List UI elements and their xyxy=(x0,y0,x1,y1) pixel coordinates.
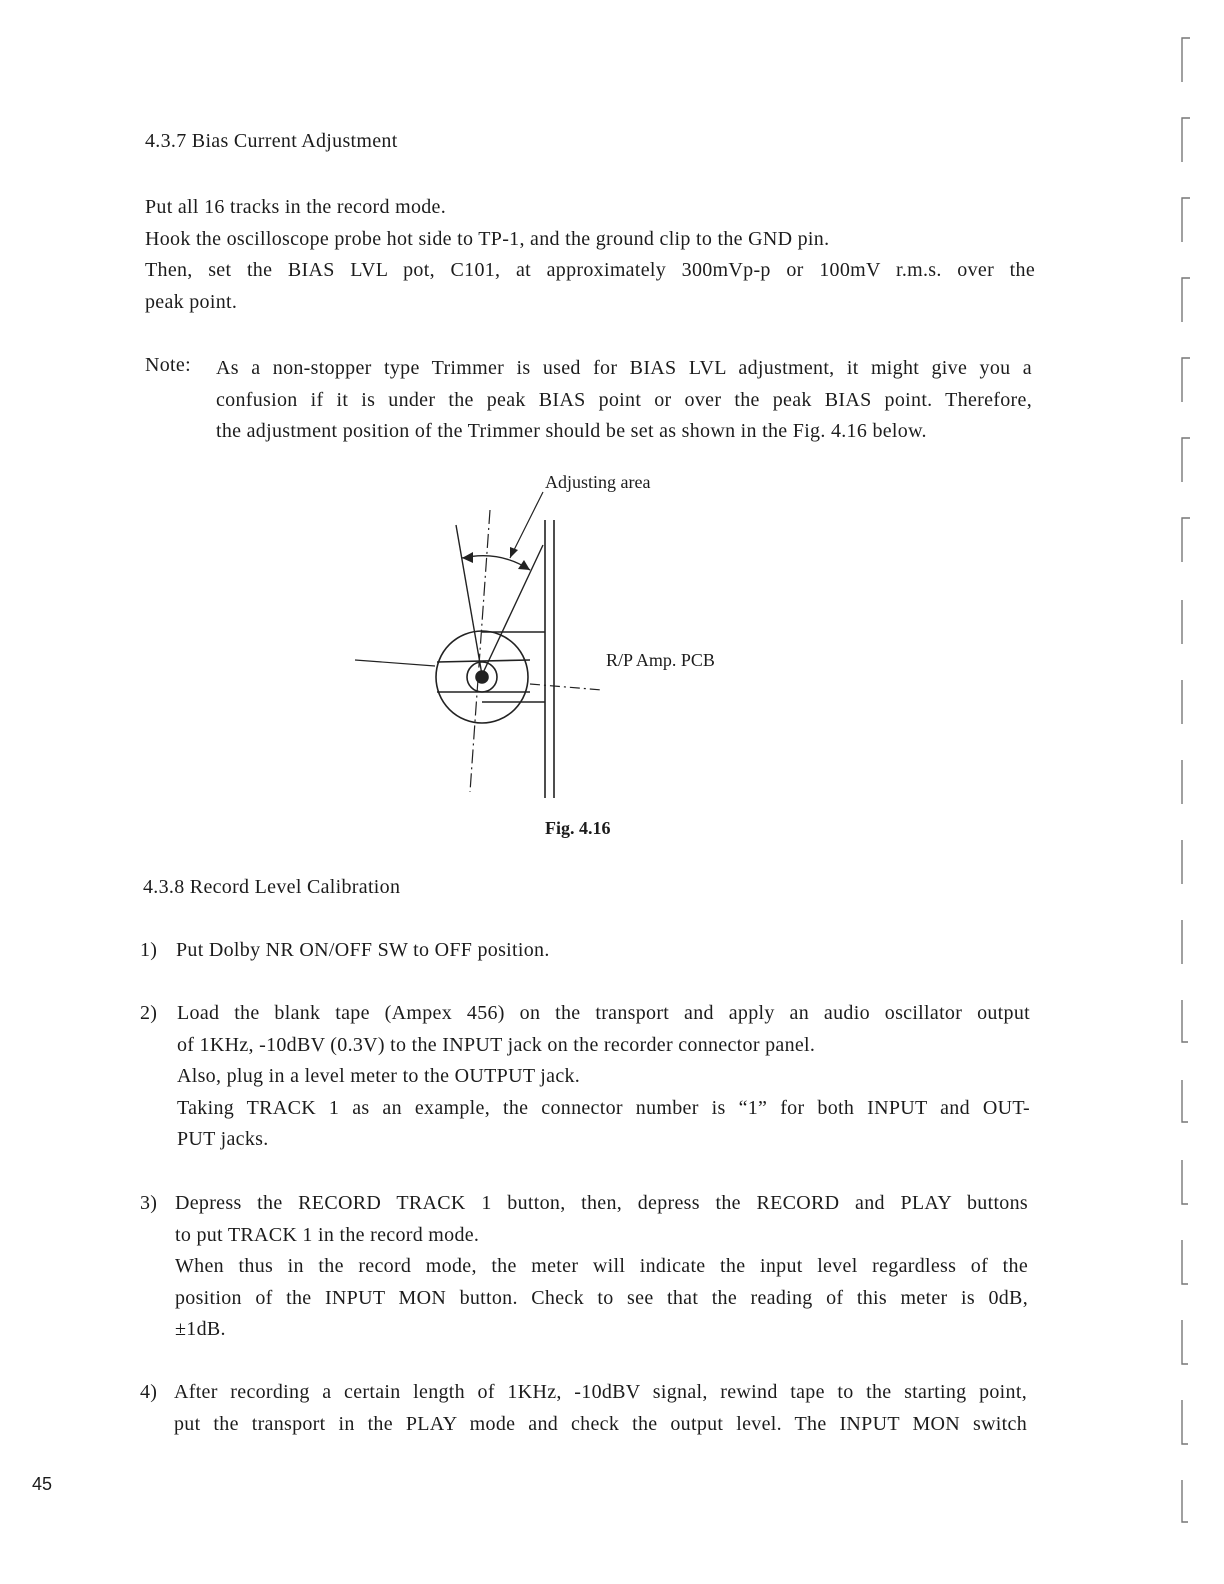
trimmer-diagram xyxy=(340,470,640,810)
text-line: Also, plug in a level meter to the OUTPUT jack. xyxy=(177,1065,581,1087)
list-number: 1) xyxy=(140,939,158,961)
binder-mark xyxy=(1182,438,1190,482)
center-line xyxy=(355,660,435,666)
text-line: PUT jacks. xyxy=(177,1128,269,1150)
text-line: Hook the oscilloscope probe hot side to TP-1, and the ground clip to the GND pin. xyxy=(145,227,830,250)
text-line: ±1dB. xyxy=(175,1318,226,1340)
text-line: Depress the RECORD TRACK 1 button, then, depress the RECORD and PLAY buttons xyxy=(175,1192,1028,1214)
binder-mark xyxy=(1182,1400,1188,1444)
list-number: 3) xyxy=(140,1192,158,1214)
binder-mark xyxy=(1182,198,1190,242)
text-line: of 1KHz, -10dBV (0.3V) to the INPUT jack on the recorder connector panel. xyxy=(177,1033,816,1056)
binder-mark xyxy=(1182,1480,1188,1522)
adjusting-area-label: Adjusting area xyxy=(545,472,651,492)
arrow-head xyxy=(462,552,473,563)
text-line: Load the blank tape (Ampex 456) on the transport and apply an audio oscillator output xyxy=(177,1002,1030,1024)
leader-line xyxy=(510,492,543,558)
note-body xyxy=(216,353,1032,448)
text-line: After recording a certain length of 1KHz, -10dBV signal, rewind tape to the starting point, xyxy=(174,1381,1027,1403)
binder-mark xyxy=(1182,1000,1188,1042)
pcb-label: R/P Amp. PCB xyxy=(606,650,715,670)
binder-mark xyxy=(1182,1160,1188,1204)
binder-mark xyxy=(1182,118,1190,162)
binder-mark xyxy=(1182,518,1190,562)
text-line: the adjustment position of the Trimmer should be set as shown in the Fig. 4.16 below. xyxy=(216,420,927,442)
binder-mark xyxy=(1182,358,1190,402)
text-line: Put Dolby NR ON/OFF SW to OFF position. xyxy=(176,939,550,961)
note-label: Note: xyxy=(145,354,191,376)
binder-mark xyxy=(1182,278,1190,322)
range-boundary-line xyxy=(456,525,482,675)
binder-mark xyxy=(1182,1320,1188,1364)
list-number: 4) xyxy=(140,1381,158,1403)
section-heading-4-3-7: 4.3.7 Bias Current Adjustment xyxy=(145,130,398,152)
text-line: confusion if it is under the peak BIAS point or over the peak BIAS point. Therefore, xyxy=(216,388,1032,411)
binder-mark xyxy=(1182,1080,1188,1122)
bias-paragraph xyxy=(145,192,1035,318)
text-line: peak point. xyxy=(145,290,238,313)
center-line xyxy=(530,684,602,690)
text-line: Taking TRACK 1 as an example, the connector number is “1” for both INPUT and OUT- xyxy=(177,1096,1030,1119)
text-line: to put TRACK 1 in the record mode. xyxy=(175,1223,480,1246)
text-line: position of the INPUT MON button. Check to see that the reading of this meter is 0dB, xyxy=(175,1286,1028,1309)
page-number: 45 xyxy=(32,1474,53,1494)
text-line: put the transport in the PLAY mode and check the output level. The INPUT MON switch xyxy=(174,1412,1027,1435)
binder-mark xyxy=(1182,1240,1188,1284)
arrow-head xyxy=(518,560,530,570)
list-number: 2) xyxy=(140,1002,158,1024)
section-heading-4-3-8: 4.3.8 Record Level Calibration xyxy=(143,876,401,898)
arrow-head xyxy=(510,547,518,558)
text-line: Put all 16 tracks in the record mode. xyxy=(145,196,447,218)
range-boundary-line xyxy=(482,545,543,675)
binder-mark xyxy=(1182,38,1190,82)
binder-tab-marks xyxy=(1168,30,1208,1540)
text-line: As a non-stopper type Trimmer is used for BIAS LVL adjustment, it might give you a xyxy=(216,357,1032,379)
text-line: When thus in the record mode, the meter will indicate the input level regardless of the xyxy=(175,1255,1028,1277)
text-line: Then, set the BIAS LVL pot, C101, at approximately 300mVp-p or 100mV r.m.s. over the xyxy=(145,259,1035,281)
figure-caption: Fig. 4.16 xyxy=(545,818,611,838)
